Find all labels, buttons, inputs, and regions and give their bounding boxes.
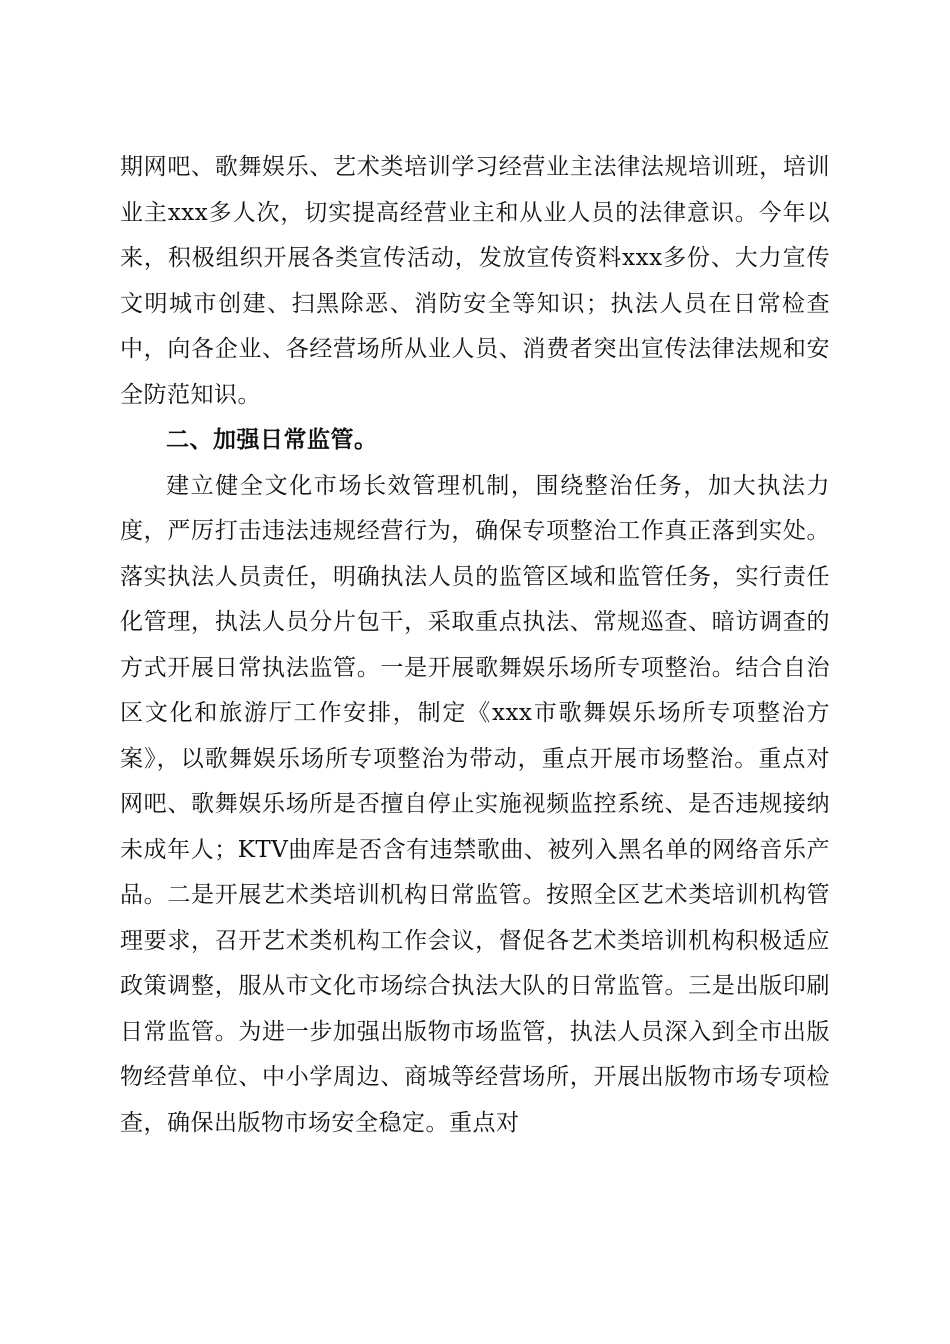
paragraph-continued: 期网吧、歌舞娱乐、艺术类培训学习经营业主法律法规培训班，培训业主xxx多人次，切实提高经营业主和从业人员的法律意识。今年以来，积极组织开展各类宣传活动，发放宣传资料xxx多份、大力宣传文明城市创建、扫黑除恶、消防安全等知识；执法人员在日常检查中，向各企业、各经营场所从业人员、消费者突出宣传法律法规和安全防范知识。	[120, 154, 830, 408]
section-heading: 二、加强日常监管。	[166, 427, 378, 453]
document-body	[120, 145, 830, 1146]
paragraph-body: 建立健全文化市场长效管理机制，围绕整治任务，加大执法力度，严厉打击违法违规经营行为，确保专项整治工作真正落到实处。落实执法人员责任，明确执法人员的监管区域和监管任务，实行责任化管理，执法人员分片包干，采取重点执法、常规巡查、暗访调查的方式开展日常执法监管。一是开展歌舞娱乐场所专项整治。结合自治区文化和旅游厅工作安排，制定《xxx市歌舞娱乐场所专项整治方案》，以歌舞娱乐场所专项整治为带动，重点开展市场整治。重点对网吧、歌舞娱乐场所是否擅自停止实施视频监控系统、是否违规接纳未成年人；KTV曲库是否含有违禁歌曲、被列入黑名单的网络音乐产品。二是开展艺术类培训机构日常监管。按照全区艺术类培训机构管理要求，召开艺术类机构工作会议，督促各艺术类培训机构积极适应政策调整，服从市文化市场综合执法大队的日常监管。三是出版印刷日常监管。为进一步加强出版物市场监管，执法人员深入到全市出版物经营单位、中小学周边、商城等经营场所，开展出版物市场专项检查，确保出版物市场安全稳定。重点对	[120, 472, 830, 1136]
